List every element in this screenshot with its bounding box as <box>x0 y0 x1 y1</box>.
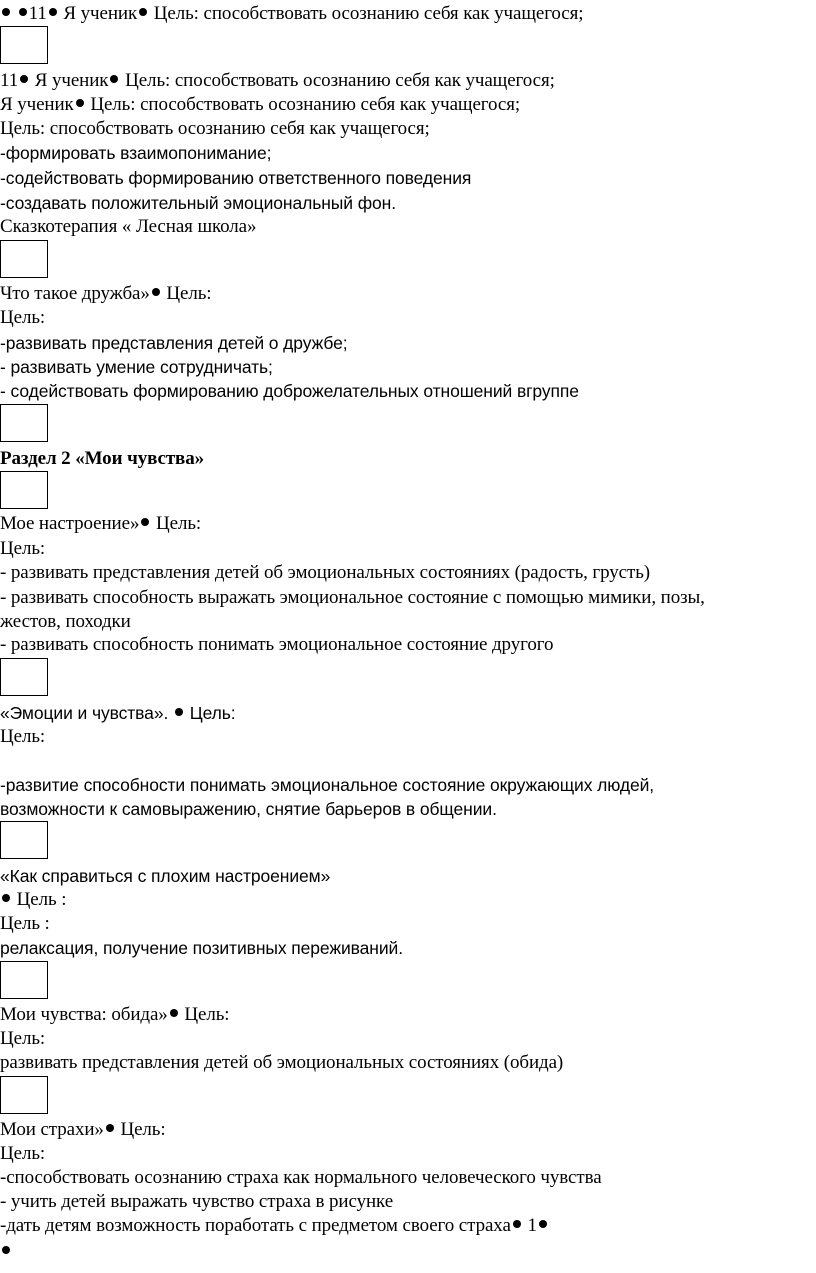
text-line: релаксация, получение позитивных переживаний. <box>0 938 403 958</box>
bullet-icon <box>49 8 57 16</box>
text-line: -содействовать формированию ответственного поведения <box>0 168 472 188</box>
text-line: - развивать представления детей об эмоциональных состояниях (радость, грусть) <box>0 562 650 583</box>
text-line: 11 Я ученик Цель: способствовать осознанию себя как учащегося; <box>0 2 583 26</box>
text-line: Цель : <box>0 913 50 934</box>
text-line <box>0 1240 12 1264</box>
text-line: - развивать умение сотрудничать; <box>0 357 273 377</box>
text-line: Цель: способствовать осознанию себя как учащегося; <box>0 118 430 139</box>
text-line: Сказкотерапия « Лесная школа» <box>0 216 257 237</box>
text-line: Цель : <box>0 888 66 912</box>
text-line: -дать детям возможность поработать с предметом своего страха 1 <box>0 1214 549 1238</box>
bullet-icon <box>539 1220 547 1228</box>
empty-image-placeholder <box>0 471 48 509</box>
text-line: Цель: <box>0 1143 46 1164</box>
text-line: - развивать способность выражать эмоциональное состояние с помощью мимики, позы, <box>0 587 705 608</box>
bullet-icon <box>152 288 160 296</box>
text-line: -развитие способности понимать эмоциональное состояние окружающих людей, <box>0 775 655 795</box>
text-line: Цель: <box>0 1028 46 1049</box>
bullet-icon <box>2 8 10 16</box>
empty-image-placeholder <box>0 821 48 859</box>
text-line: возможности к самовыражению, снятие барьеров в общении. <box>0 799 497 819</box>
text-line: развивать представления детей об эмоциональных состояниях (обида) <box>0 1052 564 1073</box>
text-line: -создавать положительный эмоциональный фон. <box>0 193 396 213</box>
text-line: Цель: <box>0 538 46 559</box>
bullet-icon <box>139 8 147 16</box>
bullet-icon <box>2 894 10 902</box>
bullet-icon <box>106 1124 114 1132</box>
empty-image-placeholder <box>0 658 48 696</box>
text-line: Мое настроение» Цель: <box>0 513 202 534</box>
text-line: -формировать взаимопонимание; <box>0 143 272 163</box>
bullet-icon <box>76 99 84 107</box>
text-line: - учить детей выражать чувство страха в рисунке <box>0 1191 394 1212</box>
bullet-icon <box>513 1220 521 1228</box>
text-line: «Как справиться с плохим настроением» <box>0 866 331 886</box>
bullet-icon <box>19 8 27 16</box>
text-line: Цель: <box>0 307 46 328</box>
bullet-icon <box>2 1246 10 1254</box>
text-line: Я ученик Цель: способствовать осознанию себя как учащегося; <box>0 94 521 115</box>
text-line: - содействовать формированию доброжелательных отношений вгруппе <box>0 381 579 401</box>
text-line: -способствовать осознанию страха как нормального человеческого чувства <box>0 1167 602 1188</box>
bullet-icon <box>110 75 118 83</box>
empty-image-placeholder <box>0 26 48 64</box>
text-line: жестов, походки <box>0 611 131 632</box>
text-line: Мои чувства: обида» Цель: <box>0 1004 230 1025</box>
text-line: «Эмоции и чувства». Цель: <box>0 703 236 723</box>
empty-image-placeholder <box>0 1076 48 1114</box>
text-line: -развивать представления детей о дружбе; <box>0 333 348 353</box>
text-line: Цель: <box>0 726 46 747</box>
bullet-icon <box>175 708 183 716</box>
bullet-icon <box>141 518 149 526</box>
text-line: 11 Я ученик Цель: способствовать осознанию себя как учащегося; <box>0 70 555 91</box>
section-heading: Раздел 2 «Мои чувства» <box>0 448 205 469</box>
bullet-icon <box>170 1009 178 1017</box>
empty-image-placeholder <box>0 961 48 999</box>
text-line: - развивать способность понимать эмоциональное состояние другого <box>0 634 554 655</box>
empty-image-placeholder <box>0 404 48 442</box>
empty-image-placeholder <box>0 240 48 278</box>
text-line: Что такое дружба» Цель: <box>0 283 212 304</box>
bullet-icon <box>20 75 28 83</box>
text-line: Мои страхи» Цель: <box>0 1119 166 1140</box>
